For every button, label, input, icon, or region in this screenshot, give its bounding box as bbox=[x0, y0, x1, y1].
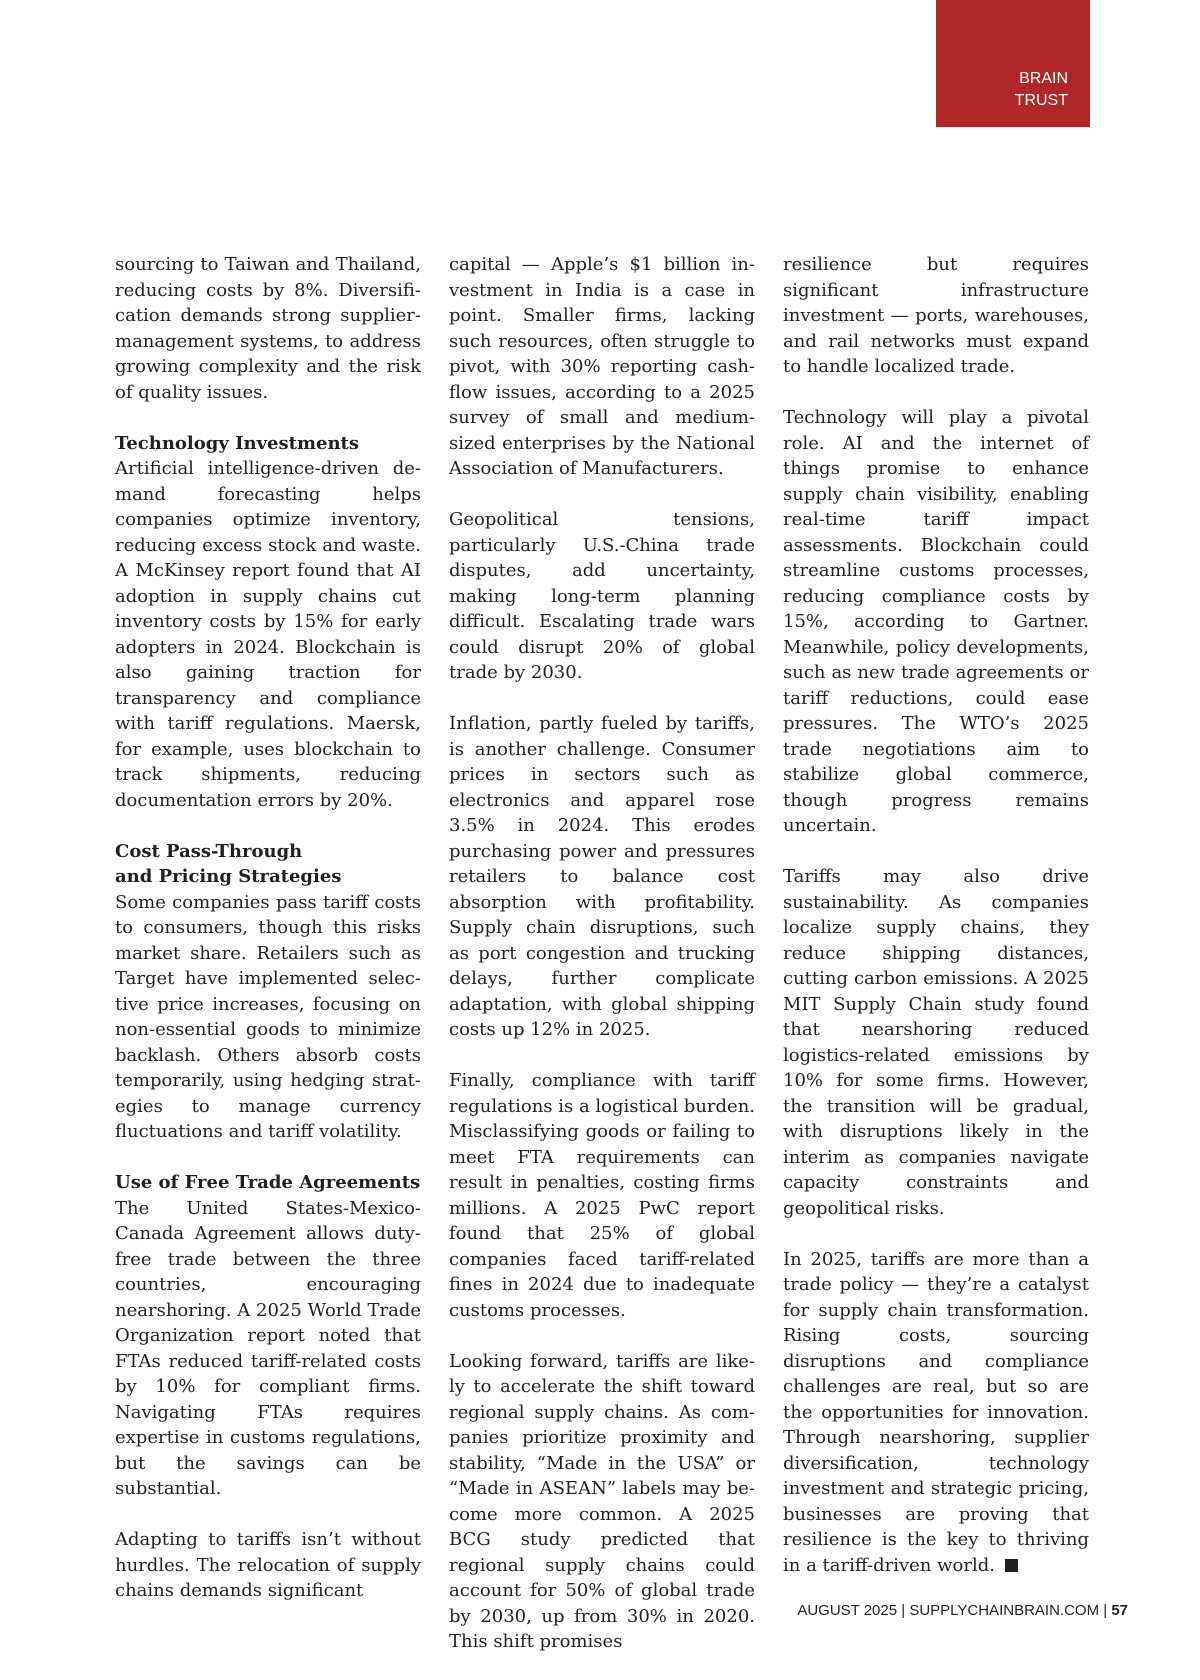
section-heading: Technology Investments bbox=[115, 432, 359, 454]
section-badge bbox=[936, 0, 1090, 127]
section-heading: Use of Free Trade Agreements bbox=[115, 1172, 421, 1193]
body-paragraph: capital — Apple’s $1 billion investment in India is a case in point. Smaller firms, lacking such resources, often struggle to pivot, with 30% reporting cash-flow issues, according to a 2025 survey of small and medium-sized enterprises by the National Association of Manufacturers. bbox=[449, 254, 755, 479]
footer-issue: AUGUST 2025 | SUPPLYCHAINBRAIN.COM | bbox=[797, 1602, 1112, 1619]
body-paragraph: Artificial intelligence-driven demand forecasting helps companies optimize inventory, reducing excess stock and waste. A McKinsey report found that AI adoption in supply chains cut inventory costs by 15% for early adopters in 2024. Blockchain is also gaining traction for transparency and compliance with tariff regulations. Maersk, for example, uses blockchain to track shipments, reducing documentation errors by 20%. bbox=[115, 458, 421, 811]
article-column-2 bbox=[449, 252, 755, 1680]
article-column-1 bbox=[115, 252, 421, 1629]
body-paragraph: Tariffs may also drive sustainability. As companies localize supply chains, they reduce shipping distances, cutting carbon emissions. A 2025 MIT Supply Chain study found that nearshoring reduced logistics-related emissions by 10% for some firms. However, the transition will be gradual, with disruptions likely in the interim as companies navigate capacity constraints and geopolitical risks. bbox=[783, 866, 1089, 1219]
body-paragraph: The United States-Mexico-Canada Agreement allows duty-free trade between the three countries, encouraging nearshoring. A 2025 World Trade Organization report noted that FTAs reduced tariff-related costs by 10% for compliant firms. Navigating FTAs requires expertise in customs regulations, but the savings can be substantial. bbox=[115, 1197, 421, 1499]
body-paragraph: Technology will play a pivotal role. AI and the internet of things promise to enhance supply chain visibility, enabling real-time tariff impact assessments. Blockchain could streamline customs processes, reducing compliance costs by 15%, according to Gartner. Meanwhile, policy developments, such as new trade agreements or tariff reductions, could ease pressures. The WTO’s 2025 trade negotiations aim to stabilize global commerce, though progress remains uncertain. bbox=[783, 407, 1089, 836]
body-paragraph bbox=[783, 1247, 1089, 1579]
page-number: 57 bbox=[1111, 1602, 1128, 1619]
article-column-3 bbox=[783, 252, 1089, 1604]
body-paragraph: resilience but requires significant infrastructure investment — ports, warehouses, and rail networks must expand to handle localized trade. bbox=[783, 254, 1089, 377]
body-paragraph: Geopolitical tensions, particularly U.S.-China trade disputes, add uncertainty, making long-term planning difficult. Escalating trade wars could disrupt 20% of global trade by 2030. bbox=[449, 509, 755, 683]
body-paragraph: Looking forward, tariffs are likely to accelerate the shift toward regional supply chains. As companies prioritize proximity and stability, “Made in the USA” or “Made in ASEAN” labels may become more common. A 2025 BCG study predicted that regional supply chains could account for 50% of global trade by 2030, up from 30% in 2020. This shift promises bbox=[449, 1350, 755, 1652]
section-heading: and Pricing Strategies bbox=[115, 866, 342, 887]
section-heading: Cost Pass-Through bbox=[115, 840, 303, 862]
body-paragraph: Inflation, partly fueled by tariffs, is another challenge. Consumer prices in sectors such as electronics and apparel rose 3.5% in 2024. This erodes purchasing power and pressures retailers to balance cost absorption with profitability. Supply chain disruptions, such as port congestion and trucking delays, further complicate adaptation, with global shipping costs up 12% in 2025. bbox=[449, 713, 755, 1040]
body-paragraph: Adapting to tariffs isn’t without hurdles. The relocation of supply chains demands significant bbox=[115, 1529, 421, 1601]
body-paragraph: Finally, compliance with tariff regulations is a logistical burden. Misclassifying goods or failing to meet FTA requirements can result in penalties, costing firms millions. A 2025 PwC report found that 25% of global companies faced tariff-related fines in 2024 due to inadequate customs processes. bbox=[449, 1070, 756, 1321]
section-badge-line2: TRUST bbox=[1014, 92, 1068, 109]
body-paragraph: Some companies pass tariff costs to consumers, though this risks market share. Retailers such as Target have implemented selective price increases, focusing on non-essential goods to minimize backlash. Others absorb costs temporarily, using hedging strategies to manage currency fluctuations and tariff volatility. bbox=[115, 891, 421, 1142]
body-paragraph: sourcing to Taiwan and Thailand, reducing costs by 8%. Diversification demands strong supplier-management systems, to address growing complexity and the risk of quality issues. bbox=[115, 254, 421, 403]
page-footer bbox=[797, 1602, 1128, 1619]
section-badge-line1: BRAIN bbox=[1019, 70, 1068, 87]
end-of-article-icon bbox=[1005, 1559, 1018, 1572]
paragraph-text: In 2025, tariffs are more than a trade policy — they’re a catalyst for supply chain transformation. Rising costs, sourcing disruptions and compliance challenges are real, but so are the opportunities for innovation. Through nearshoring, supplier diversification, technology investment and strategic pricing, businesses are proving that resilience is the key to thriving in a tariff-driven world. bbox=[783, 1248, 1089, 1576]
